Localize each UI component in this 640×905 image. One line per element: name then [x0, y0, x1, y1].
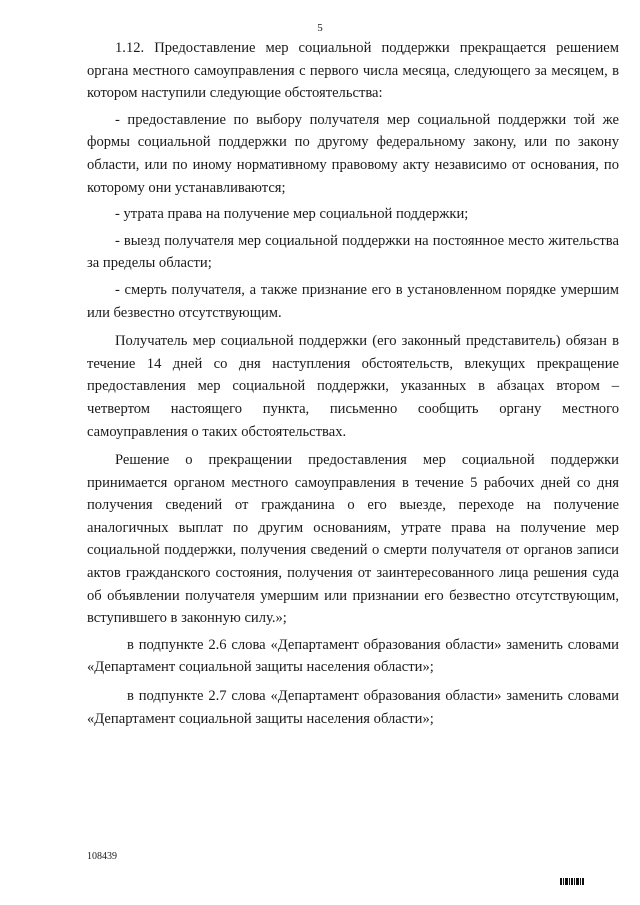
amendment-subitem-2-6: в подпункте 2.6 слова «Департамент образования области» заменить словами «Департамент социальной защиты населения области»; [87, 636, 619, 676]
amendment-subitem-2-7: в подпункте 2.7 слова «Департамент образования области» заменить словами «Департамент социальной защиты населения области»; [87, 688, 619, 727]
document-code: 108439 [87, 851, 117, 862]
list-item-other-law: - предоставление по выбору получателя мер социальной поддержки той же формы социальной поддержки по другому федеральному закону, или по закону области, или по иному нормативному правовому акту независимо от основания, по которому они устанавливаются; [87, 111, 619, 196]
document-body [87, 37, 619, 736]
paragraph-1-12: 1.12. Предоставление мер социальной поддержки прекращается решением органа местного самоуправления с первого числа месяца, следующего за месяцем, в котором наступили следующие обстоятельства: [87, 40, 619, 102]
page-number: 5 [317, 22, 323, 34]
paragraph-termination-decision: Решение о прекращении предоставления мер социальной поддержки принимается органом местного самоуправления в течение 5 рабочих дней со дня получения сведений от гражданина о его выезде, переходе на получение аналогичных выплат по другим основаниям, утрате права на получение мер социальной поддержки, получения сведений о смерти получателя от органов записи актов гражданского состояния, получения от заинтересованного лица решения суда об объявлении получателя умершим или признании его безвестно отсутствующим, вступившего в законную силу.»; [87, 452, 619, 627]
paragraph-notification-duty: Получатель мер социальной поддержки (его законный представитель) обязан в течение 14 дней со дня наступления обстоятельств, влекущих прекращение предоставления мер социальной поддержки, указанных в абзацах втором – четвертом настоящего пункта, письменно сообщить органу местного самоуправления о таких обстоятельствах. [87, 333, 619, 440]
list-item-death: - смерть получателя, а также признание его в установленном порядке умершим или безвестно отсутствующим. [87, 281, 619, 321]
list-item-loss-of-right: - утрата права на получение мер социальной поддержки; [115, 206, 469, 223]
list-item-relocation: - выезд получателя мер социальной поддержки на постоянное место жительства за пределы области; [87, 232, 619, 272]
barcode-mark [560, 878, 590, 885]
